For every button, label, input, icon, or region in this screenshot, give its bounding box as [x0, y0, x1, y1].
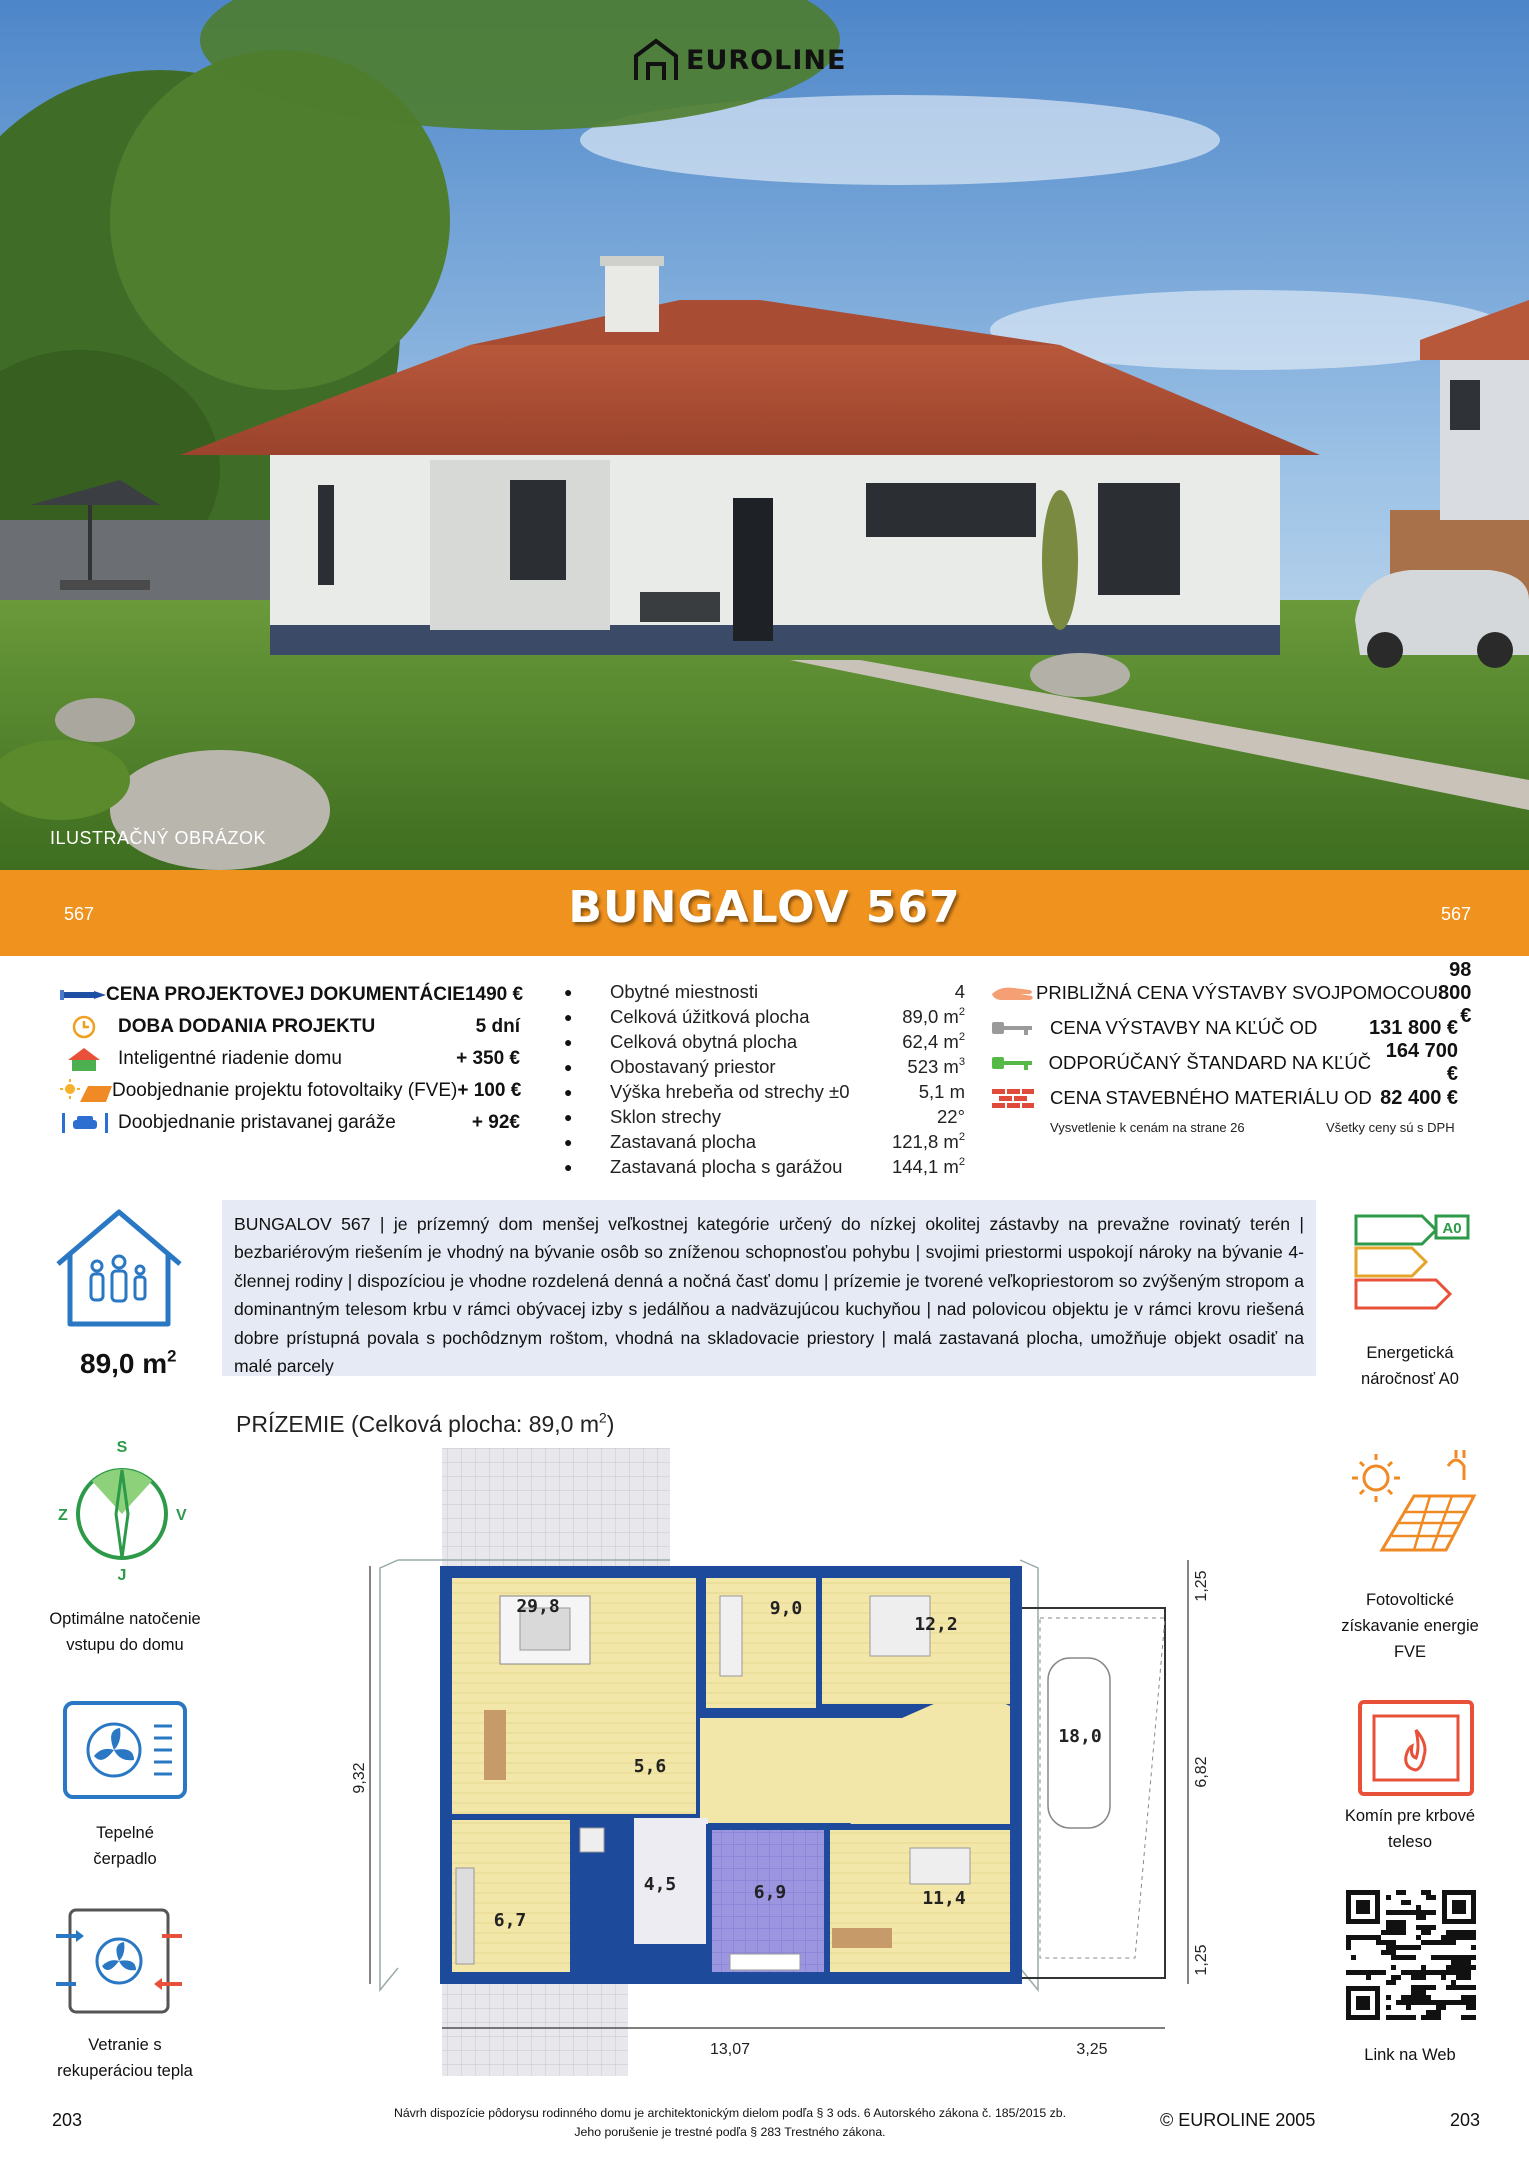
energy-class-label: A0 [1442, 1220, 1462, 1237]
project-code-right: 567 [1440, 904, 1471, 924]
heat-pump-icon [62, 1700, 188, 1800]
room-area-label: 18,0 [1058, 1726, 1102, 1747]
cost-row: ODPORÚČANÝ ŠTANDARD NA KĽÚČ 164 700 € [990, 1046, 1458, 1080]
heat-pump-label: Tepelné čerpadlo [93, 1824, 157, 1868]
copyright: © EUROLINE 2005 [1160, 2110, 1316, 2130]
room-area-label: 29,8 [516, 1596, 560, 1617]
energy-label: Energetická náročnosť A0 [1361, 1344, 1459, 1388]
project-row: DOBA DODANIA PROJEKTU 5 dní [60, 1011, 520, 1043]
dimension-label: 3,25 [1076, 2041, 1108, 2058]
project-code-left: 567 [64, 904, 95, 924]
brand-name: EUROLINE [686, 44, 847, 76]
floor-plan [350, 1448, 1210, 2094]
spec-row: ● Obostavaný priestor 523 $m^3$ [564, 1055, 965, 1077]
cost-row: CENA VÝSTAVBY NA KĽÚČ OD 131 800 € [990, 1011, 1458, 1045]
total-area: 89,0 $m^2$ [80, 1346, 177, 1379]
energy-class-icon [1352, 1212, 1470, 1320]
bricks-icon [990, 1086, 1050, 1110]
hero-illustration [0, 0, 1529, 870]
house-description: BUNGALOV 567 | je prízemný dom menšej veľkostnej kategórie určený do nízkej okolitej zástavby na prevažne rovinatý terén | bezbariérovým riešením je vhodný na bývanie osôb so zníženou schopnosťou pohybu | svojimi priestormi uspokojí nároky na bývanie 4-člennej rodiny | dispozíciou je vhodne rozdelená denná a nočná časť domu | prízemie je tvorené veľkopriestorom so zvýšeným stropom a dominantným telesom krbu v rámci obývacej izby s jedálňou a nadväzujúcou kuchyňou | nad polovicou objektu je v rámci krovu riešená dobre prístupná povala s pochôdznym roštom, vhodná na skladovacie priestory | malá zastavaná plocha, umožňuje objekt osadiť na malé parcely [222, 1200, 1316, 1376]
spec-row: ● Výška hrebeňa od strechy ±0 5,1 m [564, 1080, 965, 1102]
recuperation-label: Vetranie s rekuperáciou tepla [57, 2036, 193, 2080]
page-number-left: 203 [52, 2110, 83, 2130]
legal-notice [360, 2104, 1100, 2142]
cost-row: PRIBLIŽNÁ CENA VÝSTAVBY SVOJPOMOCOU 98 800 € [990, 976, 1458, 1010]
photovoltaic-icon [1352, 1450, 1478, 1554]
spec-row: ● Zastavaná plocha 121,8 $m^2$ [564, 1130, 965, 1152]
compass-icon [52, 1436, 192, 1582]
euroline-logo [632, 38, 846, 82]
room-area-label: 11,4 [922, 1888, 966, 1909]
garage-car-icon [60, 1110, 118, 1136]
solar-panel-icon [60, 1078, 112, 1104]
pencil-icon [60, 982, 106, 1008]
spec-row: ● Zastavaná plocha s garážou 144,1 $m^2$ [564, 1155, 965, 1177]
cost-row: CENA STAVEBNÉHO MATERIÁLU OD 82 400 € [990, 1081, 1458, 1115]
room-area-label: 5,6 [633, 1756, 667, 1777]
orientation-label: Optimálne natočenie vstupu do domu [49, 1610, 201, 1654]
qr-label[interactable]: Link na Web [1364, 2046, 1456, 2064]
photovoltaic-label: Fotovoltické získavanie energie FVE [1341, 1591, 1479, 1661]
spec-row: ● Celková úžitková plocha 89,0 $m^2$ [564, 1005, 965, 1027]
dimension-label: 13,07 [709, 2041, 751, 2058]
hand-icon [990, 981, 1036, 1005]
dimension-label: 1,25 [1193, 1570, 1210, 1602]
title-band [0, 870, 1529, 956]
room-area-label: 9,0 [769, 1598, 803, 1619]
compass-west: Z [58, 1507, 68, 1524]
compass-north: S [116, 1439, 128, 1456]
dimension-label: 6,82 [1193, 1756, 1210, 1788]
page-number-right: 203 [1450, 2110, 1481, 2130]
page-title: BUNGALOV 567 [568, 882, 961, 933]
floor-plan-title: PRÍZEMIE (Celková plocha: 89,0 $m^2$) [236, 1410, 615, 1437]
smart-home-icon [60, 1046, 118, 1072]
price-note: Vysvetlenie k cenám na strane 26 [1050, 1120, 1245, 1135]
room-area-label: 6,7 [493, 1910, 527, 1931]
legal-line-1: Návrh dispozície pôdorysu rodinného domu je architektonickým dielom podľa § 3 ods. 6 Autorského zákona č. 185/2015 zb. [393, 2106, 1067, 2120]
dimension-label: 1,25 [1193, 1944, 1210, 1976]
spec-row: ● Celková obytná plocha 62,4 $m^2$ [564, 1030, 965, 1052]
key-grey-icon [990, 1016, 1050, 1040]
room-area-label: 6,9 [753, 1882, 787, 1903]
fireplace-icon [1358, 1700, 1474, 1796]
dimension-label: 9,32 [351, 1762, 368, 1794]
chimney-label: Komín pre krbové teleso [1344, 1807, 1476, 1851]
spec-row: ● Sklon strechy 22° [564, 1105, 965, 1127]
qr-code-icon[interactable] [1342, 1886, 1480, 2024]
room-area-label: 12,2 [914, 1614, 958, 1635]
house-logo-icon [632, 38, 680, 82]
clock-icon [60, 1014, 118, 1040]
recuperation-icon [54, 1906, 184, 2016]
project-row: Inteligentné riadenie domu + 350 € [60, 1043, 520, 1075]
project-row: CENA PROJEKTOVEJ DOKUMENTÁCIE 1490 € [60, 979, 520, 1011]
vat-note: Všetky ceny sú s DPH [1326, 1120, 1455, 1135]
spec-row: ● Obytné miestnosti 4 [564, 980, 965, 1002]
compass-east: V [176, 1507, 187, 1524]
family-house-icon [52, 1208, 186, 1328]
illustration-caption: ILUSTRAČNÝ OBRÁZOK [50, 828, 267, 848]
key-green-icon [990, 1051, 1049, 1075]
project-row: Doobjednanie pristavanej garáže + 92€ [60, 1107, 520, 1139]
project-row: Doobjednanie projektu fotovoltaiky (FVE) + 100 € [60, 1075, 520, 1107]
legal-line-2: Jeho porušenie je trestné podľa § 283 Trestného zákona. [574, 2125, 886, 2139]
room-area-label: 4,5 [643, 1874, 677, 1895]
compass-south: J [117, 1567, 127, 1582]
